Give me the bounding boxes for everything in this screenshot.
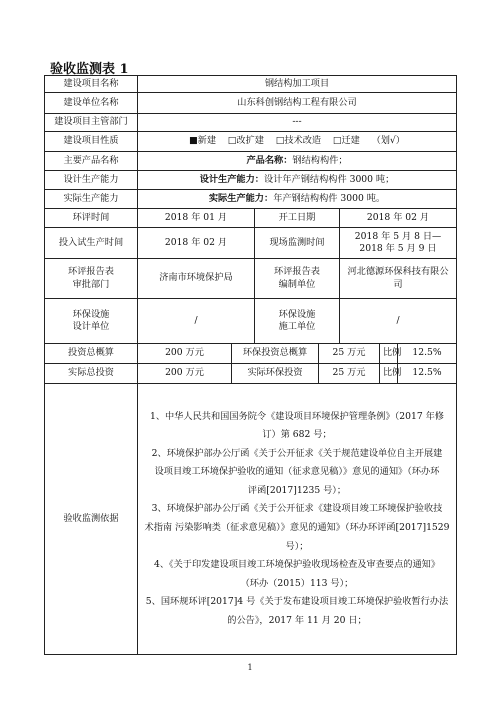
basis-line: 1、中华人民共和国国务院令《建设项目环境保护管理条例》（2017 年修: [150, 410, 444, 422]
label-eia-time: 环评时间: [45, 209, 138, 228]
label-budget-ratio: 比例: [380, 344, 398, 364]
row-trial-time: [45, 228, 457, 259]
value-main-product: [138, 152, 457, 171]
row-eia-approval: [45, 259, 457, 299]
label-basis: 验收监测依据: [45, 384, 138, 655]
value-start-date: 2018 年 02 月: [340, 209, 457, 228]
label-env-budget: 环保投资总概算: [232, 344, 319, 364]
option-new-build: ■新建: [189, 135, 217, 147]
label-start-date: 开工日期: [255, 209, 340, 228]
value-env-budget: 25 万元: [319, 344, 380, 364]
monitoring-time-end: 2018 年 5 月 9 日: [359, 243, 437, 254]
value-eia-time: 2018 年 01 月: [138, 209, 255, 228]
label-investment-ratio: 比例: [380, 364, 398, 384]
basis-line: 设项目竣工环境保护验收的通知（征求意见稿）》意见的通知》（环办环: [154, 466, 440, 478]
label-actual-env-investment: 实际环保投资: [232, 364, 319, 384]
label-facility-construction: [255, 299, 340, 344]
actual-capacity-text: 年产钢结构构件 3000 吨。: [273, 192, 386, 204]
label-project-name: 建设项目名称: [45, 76, 138, 93]
actual-capacity-key: 实际生产能力：: [208, 192, 274, 204]
main-product-key: 产品名称：: [246, 154, 293, 166]
label-eia-compiler-line2: 编制单位: [278, 278, 316, 290]
label-trial-time: 投入试生产时间: [45, 228, 138, 259]
value-actual-capacity: [138, 190, 457, 209]
design-capacity-key: 设计生产能力：: [199, 173, 264, 185]
option-expansion: □改扩建: [227, 135, 264, 147]
row-facility: [45, 299, 457, 344]
row-nature: [45, 132, 457, 152]
value-basis: [138, 384, 457, 655]
label-eia-approval: [45, 259, 138, 299]
basis-line: 2、环境保护部办公厅函《关于公开征求《关于规范建设单位自主开展建: [151, 447, 443, 459]
value-investment-ratio: 12.5%: [398, 364, 457, 384]
row-unit-name: [45, 93, 457, 114]
label-eia-compiler-line1: 环评报告表: [274, 266, 320, 278]
label-eia-approval-line1: 环评报告表: [68, 266, 114, 278]
basis-line: 订）第 682 号；: [262, 429, 332, 441]
basis-line: 评函[2017]1235 号）；: [247, 484, 347, 496]
row-basis: [45, 384, 457, 655]
basis-line: 3、环境保护部办公厅函《关于公开征求《建设项目竣工环境保护验收技: [151, 503, 443, 515]
row-main-product: [45, 152, 457, 171]
monitoring-time-start: 2018 年 5 月 8 日—: [354, 230, 442, 242]
value-actual-investment: 200 万元: [138, 364, 232, 384]
row-actual-investment: [45, 364, 457, 384]
option-tech-upgrade: □技术改造: [275, 135, 322, 147]
basis-line: 的公告》，2017 年 11 月 20 日；: [227, 614, 367, 626]
label-unit-name: 建设单位名称: [45, 93, 138, 114]
label-facility-design: [45, 299, 138, 344]
nature-note: （划√）: [371, 135, 405, 147]
label-nature: 建设项目性质: [45, 132, 138, 152]
label-facility-design-line2: 设计单位: [72, 321, 110, 332]
row-project-name: [45, 76, 457, 93]
basis-line: 术指南 污染影响类（征求意见稿）》意见的通知》（环办环评函[2017]1529: [144, 522, 450, 533]
value-facility-design: /: [138, 299, 255, 344]
label-monitoring-time: 现场监测时间: [255, 228, 340, 259]
row-authority: [45, 114, 457, 132]
row-actual-capacity: [45, 190, 457, 209]
value-trial-time: 2018 年 02 月: [138, 228, 255, 259]
row-design-capacity: [45, 171, 457, 190]
page-number: 1: [247, 663, 253, 672]
value-actual-env-investment: 25 万元: [319, 364, 380, 384]
label-facility-design-line1: 环保设施: [72, 308, 110, 320]
value-budget: 200 万元: [138, 344, 232, 364]
value-budget-ratio: 12.5%: [398, 344, 457, 364]
value-monitoring-time: [340, 228, 457, 259]
basis-line: （环办（2015）113 号）；: [240, 577, 354, 589]
basis-line: 5、国环规环评[2017]4 号《关于发布建设项目竣工环境保护验收暂行办法: [145, 596, 449, 608]
value-design-capacity: [138, 171, 457, 190]
label-main-product: 主要产品名称: [45, 152, 138, 171]
value-project-name: 钢结构加工项目: [138, 76, 457, 93]
row-budget: [45, 344, 457, 364]
label-facility-construction-line2: 施工单位: [278, 321, 316, 332]
label-eia-compiler: [255, 259, 340, 299]
acceptance-monitoring-table: [44, 75, 457, 655]
value-eia-compiler: 河北德源环保科技有限公司: [340, 259, 457, 299]
main-product-text: 钢结构构件；: [292, 154, 348, 166]
label-design-capacity: 设计生产能力: [45, 171, 138, 190]
option-relocation: □迁建: [332, 135, 360, 147]
design-capacity-text: 设计年产钢结构构件 3000 吨；: [264, 173, 395, 185]
value-facility-construction: /: [340, 299, 457, 344]
label-facility-construction-line1: 环保设施: [278, 308, 316, 320]
value-nature: [138, 132, 457, 152]
basis-line: 号）；: [285, 540, 309, 552]
label-actual-capacity: 实际生产能力: [45, 190, 138, 209]
value-unit-name: 山东科创钢结构工程有限公司: [138, 93, 457, 114]
label-authority: 建设项目主管部门: [45, 114, 138, 132]
form-title: 验收监测表 1: [50, 62, 129, 77]
label-budget: 投资总概算: [45, 344, 138, 364]
label-eia-approval-line2: 审批部门: [72, 278, 110, 290]
value-authority: ---: [138, 114, 457, 132]
value-eia-approval: 济南市环境保护局: [138, 259, 255, 299]
basis-line: 4、《关于印发建设项目竣工环境保护验收现场检查及审查要点的通知》: [153, 559, 441, 571]
row-eia-time: [45, 209, 457, 228]
label-actual-investment: 实际总投资: [45, 364, 138, 384]
